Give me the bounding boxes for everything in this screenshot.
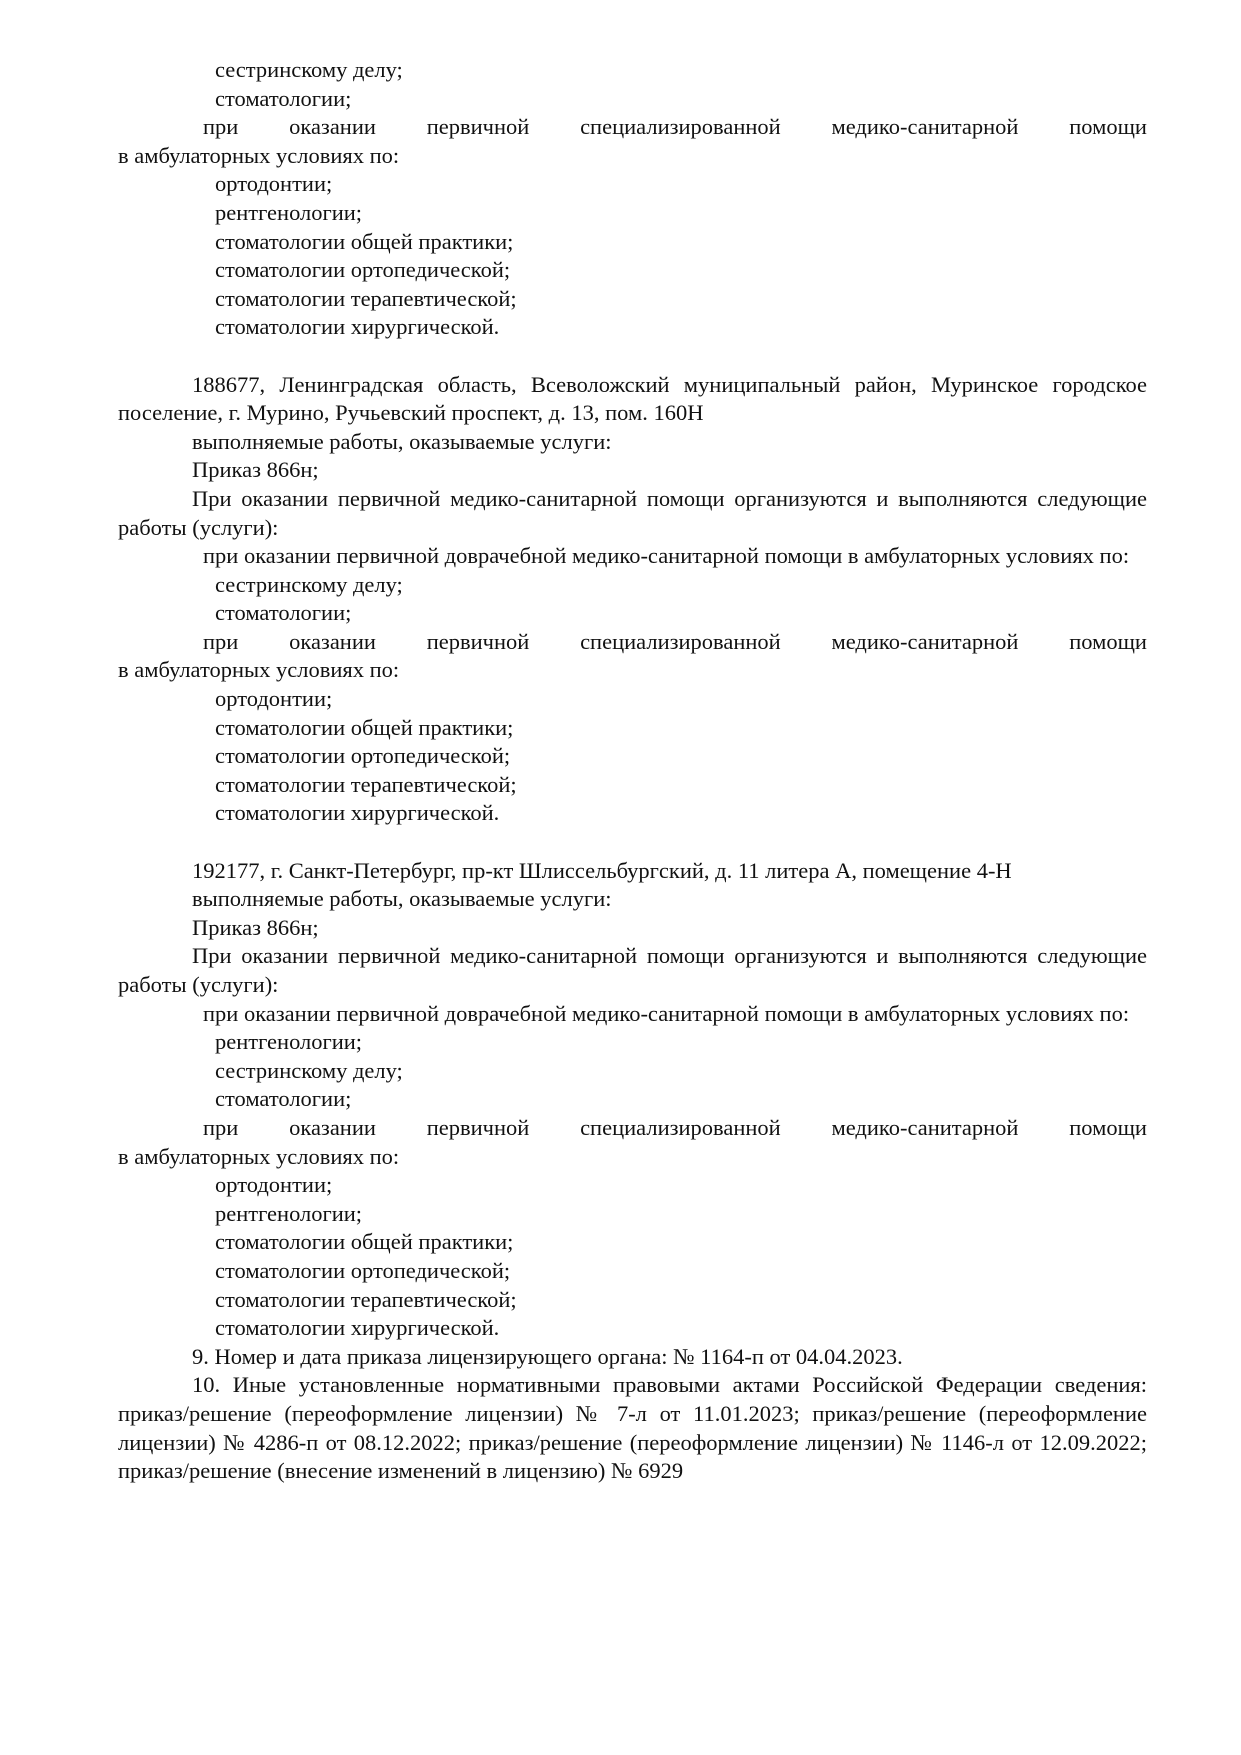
list-item: стоматологии общей практики; [215, 1229, 514, 1255]
prehospital-care-intro: при оказании первичной доврачебной медико-санитарной помощи в амбулаторных условиях по: [203, 1000, 1130, 1026]
list-item: стоматологии ортопедической; [215, 743, 511, 769]
list-item: стоматологии; [215, 600, 352, 626]
list-item: сестринскому делу; [215, 57, 403, 82]
address-paragraph: 188677, Ленинградская область, Всеволожский муниципальный район, Муринское городское поселение, г. Мурино, Ручьевский проспект, д. 13, пом. 160Н [118, 371, 1147, 426]
order-reference: Приказ 866н; [192, 457, 319, 483]
order-reference: Приказ 866н; [192, 914, 319, 940]
item-9-paragraph: 9. Номер и дата приказа лицензирующего органа: № 1164-п от 04.04.2023. [192, 1343, 903, 1369]
primary-care-intro: При оказании первичной медико-санитарной помощи организуются и выполняются следующие работы (услуги): [118, 943, 1147, 997]
list-item: стоматологии общей практики; [215, 228, 514, 254]
specialized-care-intro [118, 628, 1147, 657]
primary-care-intro: При оказании первичной медико-санитарной помощи организуются и выполняются следующие работы (услуги): [118, 485, 1147, 540]
spacer [118, 828, 1147, 857]
word: оказании [289, 628, 376, 654]
address-paragraph: 192177, г. Санкт-Петербург, пр-кт Шлиссельбургский, д. 11 литера А, помещение 4-Н [192, 857, 1012, 883]
works-label: выполняемые работы, оказываемые услуги: [192, 886, 612, 912]
list-item: стоматологии общей практики; [215, 714, 514, 740]
specialized-care-intro-tail: в амбулаторных условиях по: [118, 657, 400, 683]
word: при [203, 628, 239, 654]
list-item: стоматологии; [215, 1086, 352, 1112]
word: помощи [1069, 628, 1147, 654]
word: помощи [1069, 114, 1147, 140]
word: при [203, 114, 239, 140]
word: специализированной [580, 628, 781, 654]
word: оказании [289, 114, 376, 140]
word: оказании [289, 1114, 376, 1140]
list-item: стоматологии хирургической. [215, 314, 500, 340]
word: помощи [1069, 1114, 1147, 1140]
list-item: стоматологии хирургической. [215, 800, 500, 826]
list-item: рентгенологии; [215, 1029, 363, 1055]
specialized-care-intro [118, 113, 1147, 142]
list-item: стоматологии терапевтической; [215, 285, 517, 311]
word: медико-санитарной [831, 628, 1019, 654]
word: первичной [426, 114, 530, 140]
works-label: выполняемые работы, оказываемые услуги: [192, 428, 612, 454]
word: специализированной [580, 1114, 781, 1140]
list-item: ортодонтии; [215, 171, 333, 197]
list-item: сестринскому делу; [215, 571, 403, 597]
spacer [118, 342, 1147, 371]
list-item: стоматологии ортопедической; [215, 1257, 511, 1283]
list-item: стоматологии терапевтической; [215, 1286, 517, 1312]
word: при [203, 1114, 239, 1140]
specialized-care-intro-tail: в амбулаторных условиях по: [118, 142, 400, 168]
list-item: рентгенологии; [215, 1200, 363, 1226]
list-item: ортодонтии; [215, 686, 333, 712]
word: медико-санитарной [831, 1114, 1019, 1140]
prehospital-care-intro: при оказании первичной доврачебной медико-санитарной помощи в амбулаторных условиях по: [203, 543, 1130, 569]
word: специализированной [580, 114, 781, 140]
word: медико-санитарной [831, 114, 1019, 140]
list-item: ортодонтии; [215, 1172, 333, 1198]
document-body [118, 56, 1147, 1486]
item-10-paragraph: 10. Иные установленные нормативными правовыми актами Российской Федерации сведения: приказ/решение (переоформление лицензии) № 7-л от 11.01.2023; приказ/решение (переоформление лицензии) № 4286-п от 08.12.2022; приказ/решение (переоформление лицензии) № 1146-л от 12.09.2022; приказ/решение (внесение изменений в лицензию) № 6929 [118, 1372, 1147, 1484]
list-item: рентгенологии; [215, 199, 363, 225]
list-item: стоматологии; [215, 85, 352, 111]
list-item: сестринскому делу; [215, 1057, 403, 1083]
specialized-care-intro-tail: в амбулаторных условиях по: [118, 1143, 400, 1169]
word: первичной [426, 1114, 530, 1140]
list-item: стоматологии ортопедической; [215, 257, 511, 283]
list-item: стоматологии хирургической. [215, 1315, 500, 1341]
specialized-care-intro [118, 1114, 1147, 1143]
word: первичной [426, 628, 530, 654]
list-item: стоматологии терапевтической; [215, 771, 517, 797]
